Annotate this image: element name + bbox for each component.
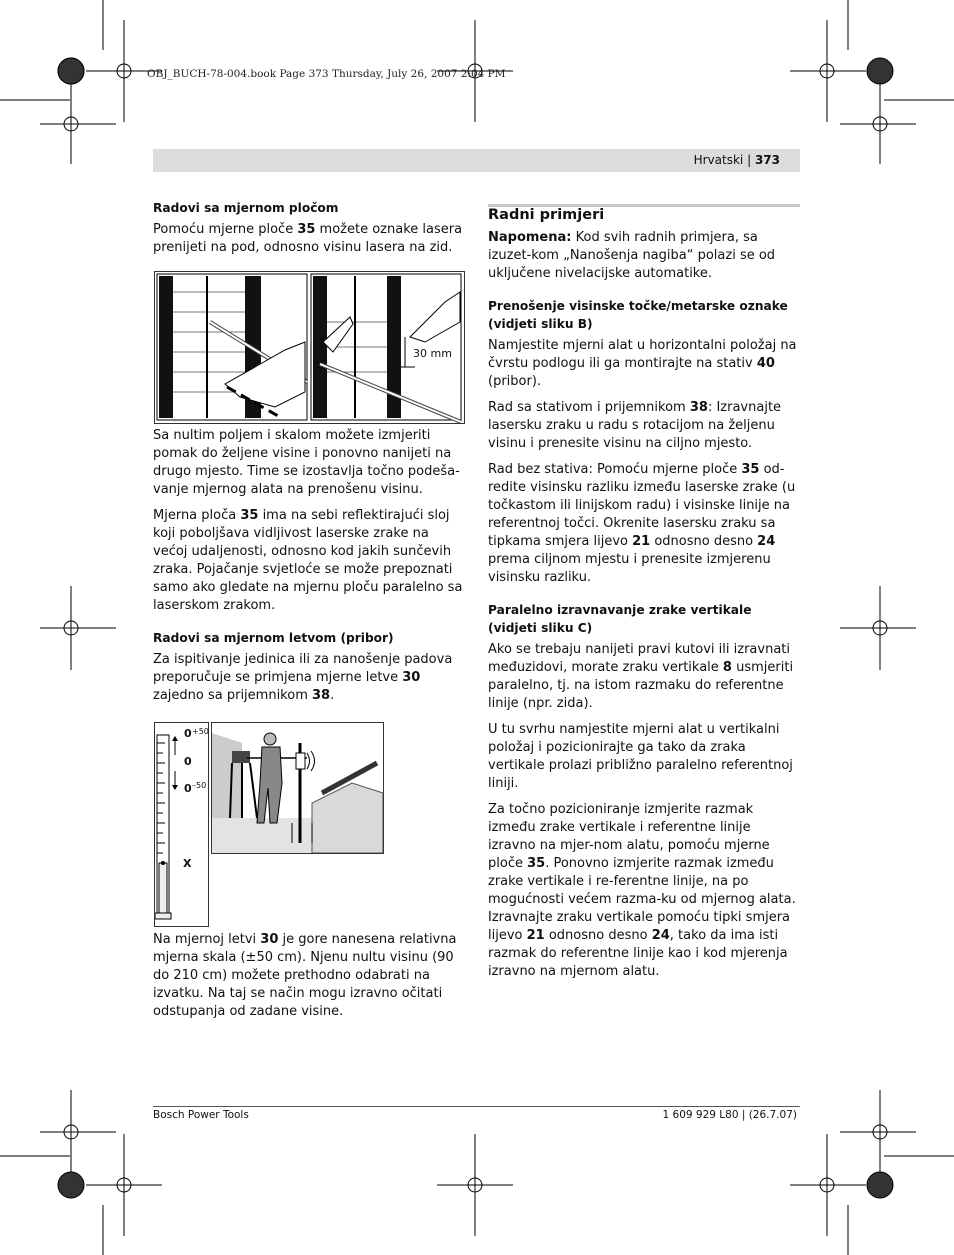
rod-paragraph-1: Za ispitivanje jedinica ili za nanošenje padova preporučuje se primjena mjerne letve 30 zajedno sa prijemnikom 38. [153,652,453,703]
left-column-middle [153,427,465,713]
heading-measuring-rod: Radovi sa mjernom letvom (pribor) [153,631,394,645]
header-separator: | [747,153,752,167]
bold-reference: 35 [240,508,259,523]
page-header [694,153,780,167]
rod-label-zero-mid: 0 [184,755,192,768]
page-number: 373 [754,153,780,167]
bold-reference: 38 [312,688,331,703]
footer-brand: Bosch Power Tools [153,1109,249,1121]
left-column-top [153,199,465,265]
footer-doc-number: 1 609 929 L80 | (26.7.07) [662,1109,797,1121]
rod-label-x: X [183,857,192,870]
heading-measuring-plate: Radovi sa mjernom pločom [153,201,339,215]
bold-reference: 40 [756,356,775,371]
bold-reference: 24 [651,928,670,943]
figure-surveyor-scene [211,722,384,854]
page-header-bar [153,149,800,172]
bold-reference: 35 [741,462,760,477]
bold-reference: 8 [722,660,732,675]
bold-reference: 30 [402,670,421,685]
bold-reference: 24 [757,534,776,549]
figure-measuring-plate [154,271,465,424]
bold-reference: 21 [632,534,651,549]
bold-reference: 35 [527,856,546,871]
bold-reference: 38 [689,400,708,415]
transfer-paragraph-3: Rad bez stativa: Pomoću mjerne ploče 35 od-redite visinsku razliku između laserske zrake (u točkastom ili linijskom radu) i visinske linije na referentnoj točci. Okrenite lasersku zraku sa tipkama smjera lijevo 21 odnosno desno 24 prema ciljnom mjestu i prenesite izmjerenu visinsku razliku. [488,462,796,585]
figure-measuring-rod [154,722,209,927]
rod-label-zero-top: 0 [184,727,192,740]
transfer-paragraph-2: Rad sa stativom i prijemnikom 38: Izravnajte lasersku zraku u radu s rotacijom na željenu visinu i prenesite visinu na ciljno mjesto. [488,400,782,451]
rod-label-zero-bottom: 0 [184,782,192,795]
measuring-rod-illustration [155,723,208,926]
figure-30mm-label: 30 mm [413,347,452,360]
plate-paragraph-2: Sa nultim poljem i skalom možete izmjeriti pomak do željene visine i ponovno nanijeti na drugo mjesto. Time se izostavlja točno podeša-vanje mjernog alata na prenošenu visinu. [153,428,460,497]
rod-label-plus50: +50 [192,727,209,736]
footer-rule [153,1106,800,1107]
book-imprint-line: OBJ_BUCH-78-004.book Page 373 Thursday, July 26, 2007 2:04 PM [147,68,506,80]
left-column-bottom [153,931,465,1029]
header-language: Hrvatski [693,153,744,167]
right-column [488,206,800,989]
rod-label-minus50: –50 [192,781,207,790]
bold-reference: Napomena: [488,230,572,245]
heading-transfer-height: Prenošenje visinske točke/metarske oznake (vidjeti sliku B) [488,299,788,331]
plate-paragraph-3: Mjerna ploča 35 ima na sebi reflektirajući sloj koji poboljšava vidljivost laserske zrake na većoj udaljenosti, odnosno kod jakih sunčevih zraka. Pojačanje svjetloće se može prepoznati samo ako gledate na mjernu ploču paralelno sa laserskom zrakom. [153,508,463,613]
bold-reference: 35 [297,222,316,237]
transfer-paragraph-1: Namjestite mjerni alat u horizontalni položaj na čvrstu podlogu ili ga montirajte na stativ 40 (pribor). [488,338,797,389]
section-title: Radni primjeri [488,207,605,223]
alignment-paragraph-3: Za točno pozicioniranje izmjerite razmak između zrake vertikale i referentne linije izravno na mjer-nom alatu, pomoću mjerne ploče 35. Ponovno izmjerite razmak između zrake vertikale i re-ferentne linije, na po mogućnosti većem razma-ku od mjernog alata. Izravnajte zraku vertikale pomoću tipki smjera lijevo 21 odnosno desno 24, tako da ima isti razmak do referentne linije kao i kod mjerenja izravno na mjernom alatu. [488,802,796,979]
alignment-paragraph-1: Ako se trebaju nanijeti pravi kutovi ili izravnati međuzidovi, morate zraku vertikale 8 usmjeriti paralelno, tj. na istom razmaku do referentne linije (npr. zida). [488,642,794,711]
bold-reference: 21 [526,928,545,943]
note-paragraph: Napomena: Kod svih radnih primjera, sa izuzet-kom „Nanošenja nagiba“ polazi se od uključene nivelacijske automatike. [488,230,776,281]
plate-paragraph-1: Pomoću mjerne ploče 35 možete oznake lasera prenijeti na pod, odnosno visinu lasera na zid. [153,222,463,255]
alignment-paragraph-2: U tu svrhu namjestite mjerni alat u vertikalni položaj i pozicionirajte ga tako da zraka vertikale prolazi približno paralelno referentnoj liniji. [488,722,793,791]
bold-reference: 30 [260,932,279,947]
heading-parallel-alignment: Paralelno izravnavanje zrake vertikale (vidjeti sliku C) [488,603,752,635]
surveyor-scene-illustration [212,723,383,853]
rod-paragraph-2: Na mjernoj letvi 30 je gore nanesena relativna mjerna skala (±50 cm). Njenu nultu visinu (90 do 210 cm) možete prethodno odabrati na izvatku. Na taj se način mogu izravno očitati odstupanja od zadane visine. [153,932,457,1019]
